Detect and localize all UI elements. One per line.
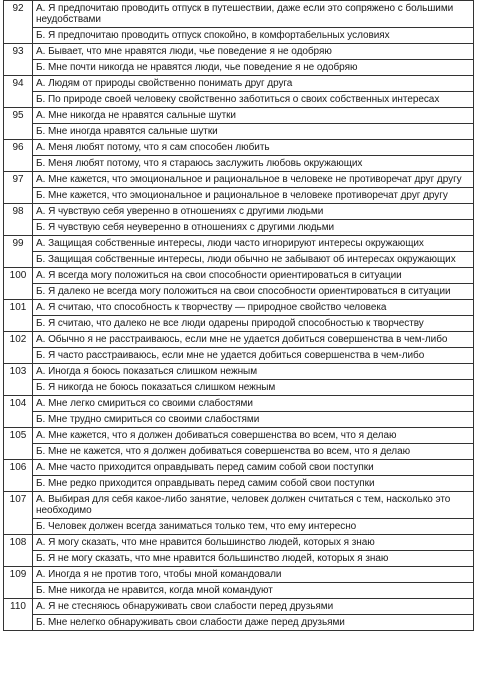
question-number: 104 — [4, 396, 33, 428]
question-row-b — [4, 220, 474, 236]
option-b: Б. По природе своей человеку свойственно заботиться о своих собственных интересах — [33, 92, 474, 108]
option-a: А. Мне легко смириться со своими слабостями — [33, 396, 474, 412]
question-row — [4, 492, 474, 519]
option-a: А. Защищая собственные интересы, люди часто игнорируют интересы окружающих — [33, 236, 474, 252]
option-a: А. Людям от природы свойственно понимать друг друга — [33, 76, 474, 92]
question-row — [4, 44, 474, 60]
question-row — [4, 268, 474, 284]
question-number: 93 — [4, 44, 33, 76]
option-a: А. Иногда я боюсь показаться слишком нежным — [33, 364, 474, 380]
option-b: Б. Я считаю, что далеко не все люди одарены природой способностью к творчеству — [33, 316, 474, 332]
option-b: Б. Мне не кажется, что я должен добиваться совершенства во всем, что я делаю — [33, 444, 474, 460]
question-number: 110 — [4, 599, 33, 631]
question-row — [4, 76, 474, 92]
option-a: А. Мне часто приходится оправдывать перед самим собой свои поступки — [33, 460, 474, 476]
question-number: 97 — [4, 172, 33, 204]
option-a: А. Я чувствую себя уверенно в отношениях с другими людьми — [33, 204, 474, 220]
option-b: Б. Мне почти никогда не нравятся люди, чье поведение я не одобряю — [33, 60, 474, 76]
question-row-b — [4, 60, 474, 76]
option-b: Б. Мне никогда не нравится, когда мной командуют — [33, 583, 474, 599]
question-row — [4, 236, 474, 252]
question-row — [4, 599, 474, 615]
questionnaire-table — [3, 0, 474, 631]
option-b: Б. Я часто расстраиваюсь, если мне не удается добиться совершенства в чем-либо — [33, 348, 474, 364]
question-number: 106 — [4, 460, 33, 492]
question-row-b — [4, 252, 474, 268]
question-row-b — [4, 412, 474, 428]
question-row — [4, 364, 474, 380]
option-b: Б. Я чувствую себя неуверенно в отношениях с другими людьми — [33, 220, 474, 236]
question-row-b — [4, 92, 474, 108]
question-row — [4, 428, 474, 444]
question-row-b — [4, 188, 474, 204]
option-a: А. Мне кажется, что эмоциональное и рациональное в человеке не противоречат друг другу — [33, 172, 474, 188]
option-a: А. Иногда я не против того, чтобы мной командовали — [33, 567, 474, 583]
question-row-b — [4, 551, 474, 567]
question-row — [4, 140, 474, 156]
question-number: 105 — [4, 428, 33, 460]
question-number: 109 — [4, 567, 33, 599]
option-a: А. Я всегда могу положиться на свои способности ориентироваться в ситуации — [33, 268, 474, 284]
option-a: А. Бывает, что мне нравятся люди, чье поведение я не одобряю — [33, 44, 474, 60]
option-a: А. Я не стесняюсь обнаруживать свои слабости перед друзьями — [33, 599, 474, 615]
question-row — [4, 204, 474, 220]
question-row-b — [4, 519, 474, 535]
option-a: А. Мне никогда не нравятся сальные шутки — [33, 108, 474, 124]
question-row-b — [4, 583, 474, 599]
question-row — [4, 108, 474, 124]
question-row — [4, 172, 474, 188]
option-a: А. Я предпочитаю проводить отпуск в путешествии, даже если это сопряжено с большими неудобствами — [33, 1, 474, 28]
question-number: 101 — [4, 300, 33, 332]
question-row — [4, 300, 474, 316]
question-row — [4, 535, 474, 551]
question-number: 100 — [4, 268, 33, 300]
option-a: А. Мне кажется, что я должен добиваться совершенства во всем, что я делаю — [33, 428, 474, 444]
option-b: Б. Мне кажется, что эмоциональное и рациональное в человеке противоречат друг другу — [33, 188, 474, 204]
option-a: А. Я считаю, что способность к творчеству — природное свойство человека — [33, 300, 474, 316]
question-row — [4, 1, 474, 28]
option-b: Б. Мне нелегко обнаруживать свои слабости даже перед друзьями — [33, 615, 474, 631]
question-row-b — [4, 444, 474, 460]
option-a: А. Выбирая для себя какое-либо занятие, человек должен считаться с тем, насколько это необходимо — [33, 492, 474, 519]
option-b: Б. Защищая собственные интересы, люди обычно не забывают об интересах окружающих — [33, 252, 474, 268]
question-row-b — [4, 380, 474, 396]
option-b: Б. Я не могу сказать, что мне нравится большинство людей, которых я знаю — [33, 551, 474, 567]
option-b: Б. Мне иногда нравятся сальные шутки — [33, 124, 474, 140]
questionnaire-body — [4, 1, 474, 631]
question-row — [4, 567, 474, 583]
question-number: 94 — [4, 76, 33, 108]
question-row-b — [4, 615, 474, 631]
option-a: А. Я могу сказать, что мне нравится большинство людей, которых я знаю — [33, 535, 474, 551]
question-number: 95 — [4, 108, 33, 140]
question-row — [4, 396, 474, 412]
question-number: 96 — [4, 140, 33, 172]
question-row-b — [4, 476, 474, 492]
question-row — [4, 332, 474, 348]
question-number: 108 — [4, 535, 33, 567]
question-number: 92 — [4, 1, 33, 44]
question-row-b — [4, 28, 474, 44]
option-b: Б. Я предпочитаю проводить отпуск спокойно, в комфортабельных условиях — [33, 28, 474, 44]
question-row-b — [4, 124, 474, 140]
option-a: А. Обычно я не расстраиваюсь, если мне не удается добиться совершенства в чем-либо — [33, 332, 474, 348]
question-row — [4, 460, 474, 476]
option-b: Б. Человек должен всегда заниматься только тем, что ему интересно — [33, 519, 474, 535]
question-number: 98 — [4, 204, 33, 236]
option-b: Б. Мне редко приходится оправдывать перед самим собой свои поступки — [33, 476, 474, 492]
question-number: 99 — [4, 236, 33, 268]
question-number: 107 — [4, 492, 33, 535]
option-b: Б. Мне трудно смириться со своими слабостями — [33, 412, 474, 428]
question-number: 103 — [4, 364, 33, 396]
question-row-b — [4, 316, 474, 332]
option-b: Б. Меня любят потому, что я стараюсь заслужить любовь окружающих — [33, 156, 474, 172]
question-number: 102 — [4, 332, 33, 364]
option-b: Б. Я далеко не всегда могу положиться на свои способности ориентироваться в ситуации — [33, 284, 474, 300]
question-row-b — [4, 284, 474, 300]
option-b: Б. Я никогда не боюсь показаться слишком нежным — [33, 380, 474, 396]
question-row-b — [4, 156, 474, 172]
question-row-b — [4, 348, 474, 364]
option-a: А. Меня любят потому, что я сам способен любить — [33, 140, 474, 156]
